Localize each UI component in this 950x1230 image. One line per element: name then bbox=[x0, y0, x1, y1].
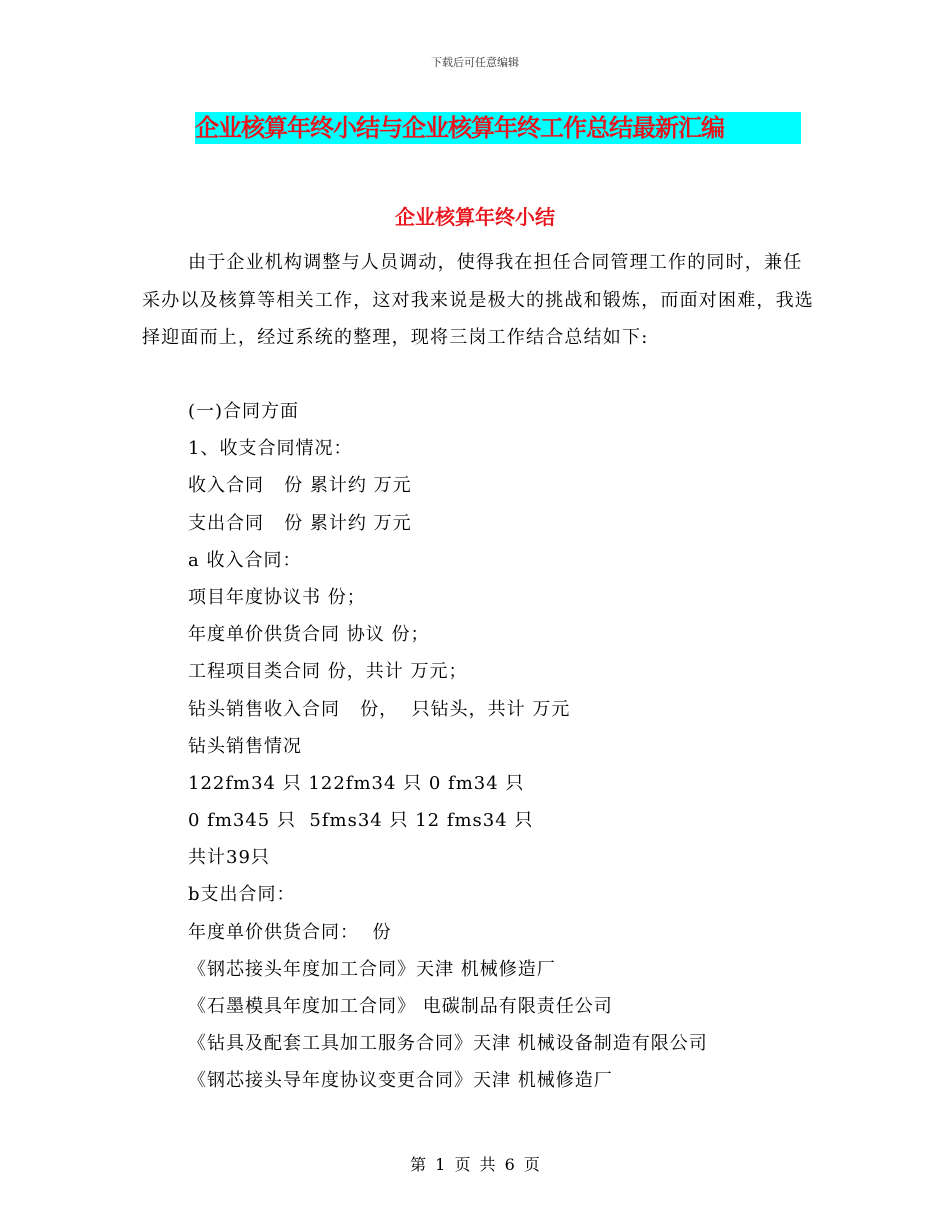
body-line: 支出合同 份 累计约 万元 bbox=[188, 512, 412, 534]
section-title: 企业核算年终小结 bbox=[395, 205, 555, 229]
body-line: 0 fm345 只 5fms34 只 12 fms34 只 bbox=[188, 810, 534, 832]
body-line: 钻头销售情况 bbox=[188, 735, 302, 757]
header-note: 下载后可任意编辑 bbox=[431, 56, 519, 69]
body-line: 122fm34 只 122fm34 只 0 fm34 只 bbox=[188, 772, 525, 794]
body-line: a 收入合同： bbox=[188, 549, 302, 571]
body-line: b支出合同： bbox=[188, 884, 296, 906]
body-line: (一)合同方面 bbox=[188, 401, 300, 422]
body-line: 《钢芯接头年度加工合同》天津 机械修造厂 bbox=[188, 958, 556, 980]
body-line: 年度单价供货合同： 份 bbox=[188, 921, 392, 943]
body-line: 《石墨模具年度加工合同》 电碳制品有限责任公司 bbox=[188, 996, 613, 1017]
page-footer: 第 1 页 共 6 页 bbox=[410, 1155, 540, 1174]
body-line: 年度单价供货合同 协议 份； bbox=[188, 624, 430, 646]
body-line: 共计39只 bbox=[188, 847, 270, 869]
body-line: 收入合同 份 累计约 万元 bbox=[188, 475, 412, 497]
body-line: 钻头销售收入合同 份， 只钻头，共计 万元 bbox=[188, 698, 571, 720]
body-lines bbox=[188, 393, 828, 1100]
body-line: 工程项目类合同 份，共计 万元； bbox=[188, 661, 468, 683]
body-line: 项目年度协议书 份； bbox=[188, 586, 366, 608]
document-title: 企业核算年终小结与企业核算年终工作总结最新汇编 bbox=[195, 112, 801, 144]
body-line: 1、收支合同情况： bbox=[188, 438, 353, 460]
intro-paragraph: 由于企业机构调整与人员调动，使得我在担任合同管理工作的同时，兼任采办以及核算等相关工作，这对我来说是极大的挑战和锻炼，而面对困难，我选择迎面而上，经过系统的整理，现将三岗工作结合总结如下: bbox=[142, 252, 814, 348]
body-line: 《钢芯接头导年度协议变更合同》天津 机械修造厂 bbox=[188, 1070, 613, 1092]
body-line: 《钻具及配套工具加工服务合同》天津 机械设备制造有限公司 bbox=[188, 1033, 708, 1055]
